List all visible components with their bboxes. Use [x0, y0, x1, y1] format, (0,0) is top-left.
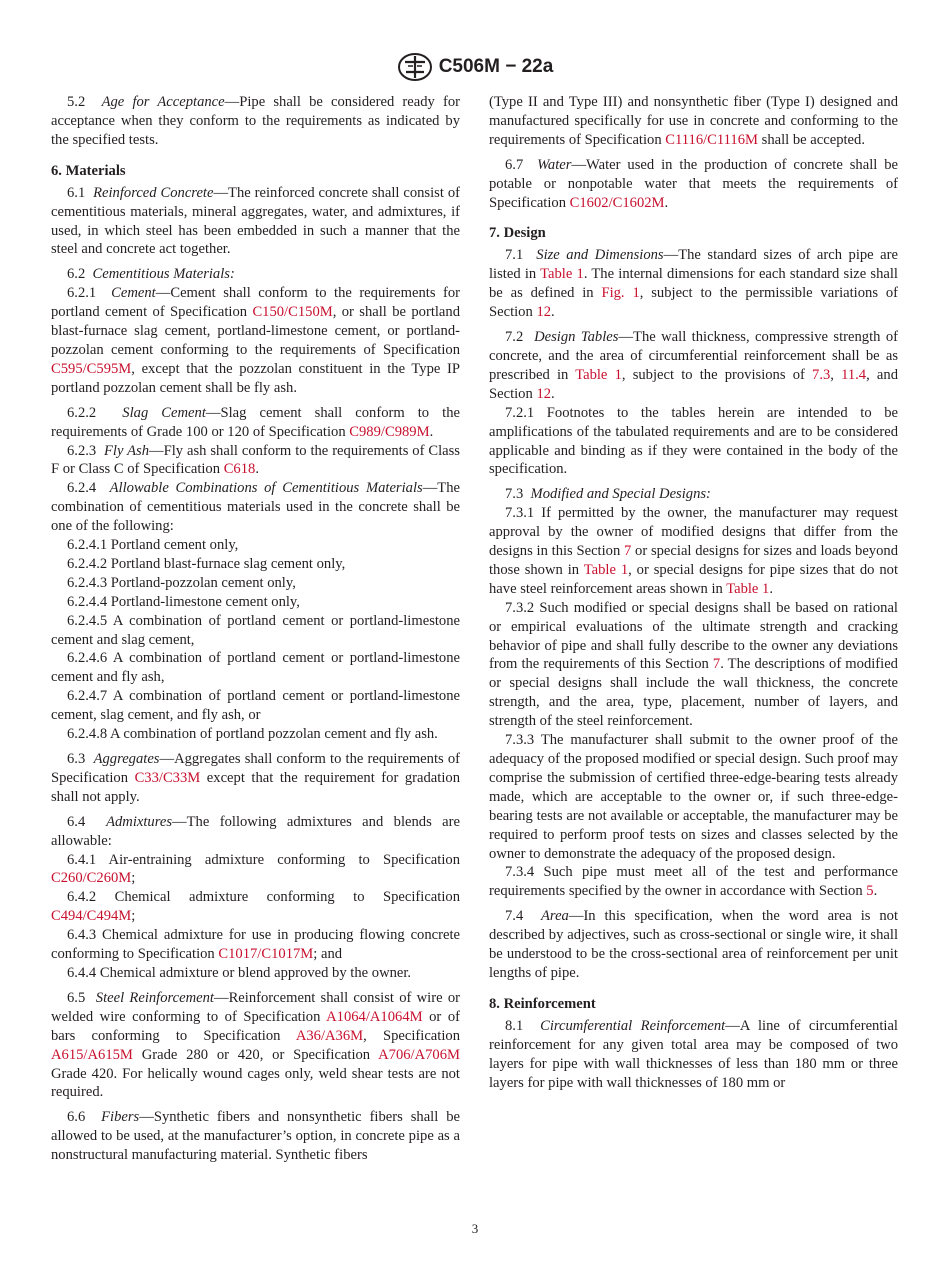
para-6-4-3: 6.4.3 Chemical admixture for use in producing flowing concrete conforming to Specification C1017/C1017M; and	[51, 927, 460, 963]
para-6-2: 6.2 Cementitious Materials:	[67, 266, 235, 283]
section-heading-design: 7. Design	[489, 225, 546, 242]
right-column	[489, 93, 898, 1093]
spec-link[interactable]: C260/C260M	[51, 870, 132, 887]
para-6-2-1: 6.2.1 Cement—Cement shall conform to the requirements for portland cement of Specification C150/C150M, or shall be portland blast-furnace slag cement, portland-limestone cement, or portland-pozzolan cement conforming to the requirements of Specification C595/C595M, except that the pozzolan constituent in the Type IP portland pozzolan cement shall be fly ash.	[51, 285, 461, 396]
list-item: 6.2.4.4 Portland-limestone cement only,	[67, 593, 300, 610]
para-6-4-4: 6.4.4 Chemical admixture or blend approved by the owner.	[67, 964, 412, 981]
para-6-4: 6.4 Admixtures—The following admixtures and blends are allowable:	[51, 813, 461, 849]
list-item: 6.2.4.1 Portland cement only,	[67, 537, 239, 554]
section-link[interactable]: 5	[866, 883, 874, 900]
section-link[interactable]: 12	[536, 385, 552, 402]
astm-logo-icon	[397, 52, 433, 82]
spec-link[interactable]: C33/C33M	[134, 769, 201, 786]
para-6-5: 6.5 Steel Reinforcement—Reinforcement shall consist of wire or welded wire conforming to of Specification A1064/A1064M or of bars conforming to Specification A36/A36M, Specification A615/A615M Grade 280 or 420, or Specification A706/A706M Grade 420. For helically wound cages only, weld shear tests are not required.	[51, 989, 460, 1101]
para-7-3-2: 7.3.2 Such modified or special designs shall be based on rational or empirical evaluations of the ultimate strength and cracking behavior of pipe and shall fully describe to the owner any deviations from the requirements of this Section 7. The descriptions of modified or special designs shall include the wall thickness, the concrete strength, and the area, type, placement, number of layers, and strength of the steel reinforcement.	[489, 599, 898, 730]
para-7-3-4: 7.3.4 Such pipe must meet all of the test and performance requirements specified by the owner in accordance with Section 5.	[489, 864, 898, 900]
para-7-3-3: 7.3.3 The manufacturer shall submit to the owner proof of the adequacy of the proposed modified or special design. Such proof may comprise the submission of certified three-edge-bearing tests already made, which are acceptable to the owner or, if such three-edge-bearing tests are not available or acceptable, the manufacturer may be required to perform proof tests on sizes and classes selected by the owner to demonstrate the adequacy of the proposed design.	[489, 732, 898, 862]
standard-designation: C506M − 22a	[438, 55, 554, 77]
para-6-1: 6.1 Reinforced Concrete—The reinforced concrete shall consist of cementitious materials, mineral aggregates, water, and admixtures, if used, in which steel has been embedded in such a manner that the steel and concrete act together.	[51, 184, 460, 258]
spec-link[interactable]: A1064/A1064M	[326, 1008, 423, 1025]
spec-link[interactable]: C989/C989M	[349, 423, 430, 440]
spec-link[interactable]: C595/C595M	[51, 360, 132, 377]
para-7-3: 7.3 Modified and Special Designs:	[505, 486, 711, 503]
para-5-2: 5.2 Age for Acceptance—Pipe shall be considered ready for acceptance when they conform to the requirements as indicated by the specified tests.	[51, 94, 461, 148]
page-header	[0, 52, 950, 82]
para-6-2-4: 6.2.4 Allowable Combinations of Cementitious Materials—The combination of cementitious materials used in the concrete shall be one of the following:	[51, 480, 460, 535]
page-number: 3	[471, 1221, 479, 1236]
table-link[interactable]: Table 1	[575, 366, 622, 383]
spec-link[interactable]: C150/C150M	[252, 304, 333, 321]
para-6-2-3: 6.2.3 Fly Ash—Fly ash shall conform to the requirements of Class F or Class C of Specification C618.	[51, 442, 460, 478]
section-link[interactable]: 11.4	[841, 366, 867, 383]
para-6-7: 6.7 Water—Water used in the production of concrete shall be potable or nonpotable water that meets the requirements of Specification C1602/C1602M.	[489, 156, 899, 211]
para-6-4-2: 6.4.2 Chemical admixture conforming to Specification C494/C494M;	[51, 889, 460, 925]
para-6-6-continued: (Type II and Type III) and nonsynthetic fiber (Type I) designed and manufactured specifically for use in concrete and conforming to the requirements of Specification C1116/C1116M shall be accepted.	[489, 94, 898, 148]
para-7-1: 7.1 Size and Dimensions—The standard sizes of arch pipe are listed in Table 1. The internal dimensions for each standard size shall be as defined in Fig. 1, subject to the permissible variations of Section 12.	[489, 247, 899, 321]
list-item: 6.2.4.6 A combination of portland cement or portland-limestone cement and fly ash,	[51, 650, 460, 686]
spec-link[interactable]: A706/A706M	[378, 1046, 460, 1063]
para-6-6: 6.6 Fibers—Synthetic fibers and nonsynthetic fibers shall be allowed to be used, at the manufacturer’s option, in concrete pipe as a nonstructural manufacturing material. Synthetic fibers	[51, 1109, 460, 1164]
left-column	[51, 93, 460, 1165]
table-link[interactable]: Table 1	[583, 561, 629, 578]
para-6-2-2: 6.2.2 Slag Cement—Slag cement shall conform to the requirements of Grade 100 or 120 of Specification C989/C989M.	[51, 404, 460, 440]
figure-link[interactable]: Fig. 1	[601, 285, 640, 302]
list-item: 6.2.4.8 A combination of portland pozzolan cement and fly ash.	[67, 726, 438, 743]
section-link[interactable]: 7.3	[812, 366, 831, 383]
para-6-4-1: 6.4.1 Air-entraining admixture conforming to Specification C260/C260M;	[51, 851, 460, 887]
section-link[interactable]: 7	[712, 656, 721, 673]
spec-link[interactable]: A36/A36M	[295, 1027, 364, 1044]
section-link[interactable]: 12	[536, 304, 552, 321]
spec-link[interactable]: C618	[223, 461, 256, 478]
spec-link[interactable]: A615/A615M	[51, 1046, 133, 1063]
para-8-1: 8.1 Circumferential Reinforcement—A line of circumferential reinforcement for any given total area may be composed of two layers for pipe with wall thicknesses of less than 180 mm or three layers for pipe with wall thicknesses of 180 mm or	[489, 1017, 898, 1091]
para-7-4: 7.4 Area—In this specification, when the word area is not described by adjectives, such as cross-sectional or single wire, it shall be understood to be the cross-sectional area of reinforcement per unit lengths of pipe.	[489, 908, 899, 981]
section-heading-materials: 6. Materials	[51, 162, 126, 179]
para-7-3-1: 7.3.1 If permitted by the owner, the manufacturer may request approval by the owner of modified designs that differ from the designs in this Section 7 or special designs for sizes and loads beyond those shown in Table 1, or special designs for pipe sizes that do not have steel reinforcement areas shown in Table 1.	[489, 505, 898, 597]
spec-link[interactable]: C1116/C1116M	[665, 131, 758, 148]
list-item: 6.2.4.3 Portland-pozzolan cement only,	[67, 574, 296, 591]
spec-link[interactable]: C1017/C1017M	[218, 946, 314, 963]
table-link[interactable]: Table 1	[540, 266, 584, 283]
list-item: 6.2.4.2 Portland blast-furnace slag cement only,	[67, 555, 346, 572]
para-7-2: 7.2 Design Tables—The wall thickness, compressive strength of concrete, and the area of circumferential reinforcement shall be as prescribed in Table 1, subject to the provisions of 7.3, 11.4, and Section 12.	[489, 329, 899, 402]
section-heading-reinforcement: 8. Reinforcement	[489, 995, 596, 1012]
list-item: 6.2.4.5 A combination of portland cement or portland-limestone cement and slag cement,	[51, 612, 460, 648]
spec-link[interactable]: C1602/C1602M	[569, 194, 665, 211]
table-link[interactable]: Table 1	[726, 580, 770, 597]
list-item: 6.2.4.7 A combination of portland cement or portland-limestone cement, slag cement, and fly ash, or	[51, 688, 460, 724]
section-link[interactable]: 7	[624, 543, 632, 560]
spec-link[interactable]: C494/C494M	[51, 908, 132, 925]
para-6-3: 6.3 Aggregates—Aggregates shall conform to the requirements of Specification C33/C33M except that the requirement for gradation shall not apply.	[51, 751, 460, 805]
para-7-2-1: 7.2.1 Footnotes to the tables herein are intended to be amplifications of the tabulated requirements and are to be considered applicable and binding as if they were contained in the body of the specification.	[489, 404, 898, 478]
